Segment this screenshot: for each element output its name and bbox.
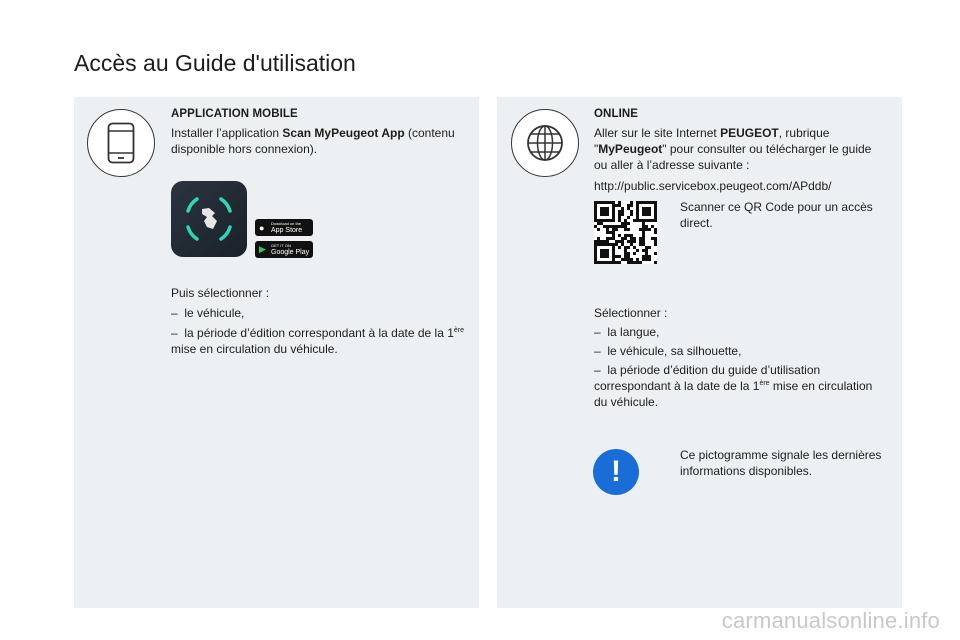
list-item: – le véhicule, sa silhouette, [594,344,742,358]
mobile-intro: Installer l’application Scan MyPeugeot App (contenu disponible hors connexion). [171,126,455,156]
list-item: – le véhicule, [171,306,245,320]
online-panel [497,97,902,608]
peugeot-app-icon[interactable] [171,181,247,257]
notice-text: Ce pictogramme signale les dernières informations disponibles. [680,448,882,478]
page-title: Accès au Guide d'utilisation [74,50,356,76]
mobile-heading: APPLICATION MOBILE [171,108,298,120]
smartphone-icon [87,109,155,177]
google-play-badge[interactable]: ▶ GET IT ON Google Play [255,241,313,258]
apple-icon: ● [259,222,265,233]
list-item: – la langue, [594,325,660,339]
mobile-app-panel [74,97,479,608]
qr-code [594,201,657,264]
mobile-select-label: Puis sélectionner : [171,286,270,300]
list-item: – la période d’édition correspondant à la date de la 1ère mise en circulation du véhicule. [171,326,465,356]
list-item: – la période d’édition du guide d’utilisation correspondant à la date de la 1ère mise en circulation du véhicule. [594,363,873,409]
online-intro: Aller sur le site Internet PEUGEOT, rubrique "MyPeugeot" pour consulter ou télécharger le guide ou aller à l’adresse suivante : [594,126,872,172]
watermark: carmanualsonline.info [721,608,940,633]
guide-url-link[interactable]: http://public.servicebox.peugeot.com/APddb/ [594,179,832,193]
app-store-badge[interactable]: ● Download on the App Store [255,219,313,236]
app-name: Scan MyPeugeot App [282,126,405,140]
exclamation-icon: ! [593,449,639,495]
play-icon: ▶ [259,244,266,254]
qr-instruction: Scanner ce QR Code pour un accès direct. [680,200,873,230]
online-select-label: Sélectionner : [594,306,668,320]
globe-icon [511,109,579,177]
online-heading: ONLINE [594,108,639,120]
